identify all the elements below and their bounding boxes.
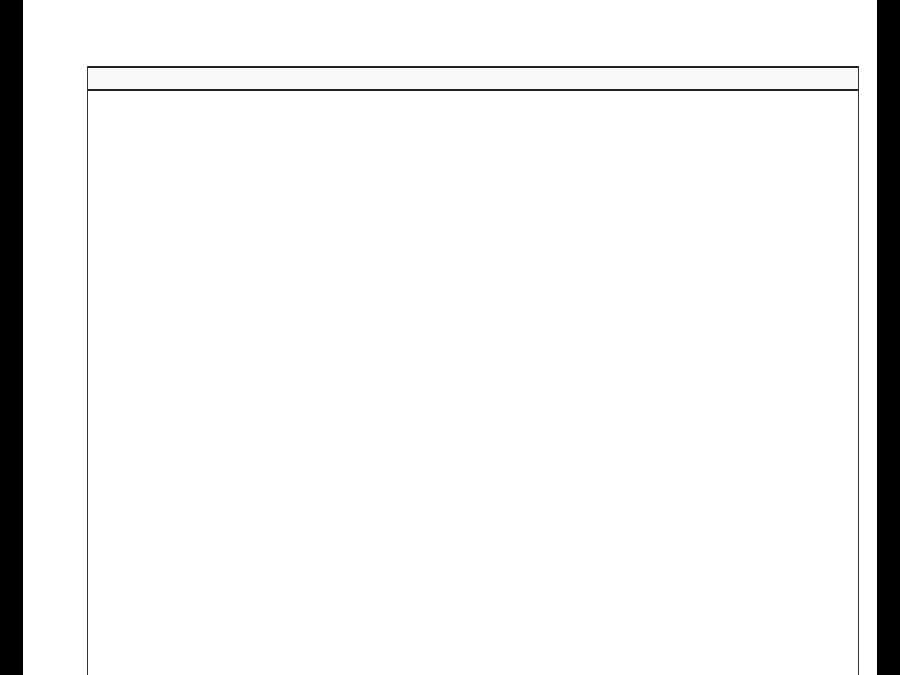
report-page — [23, 0, 877, 675]
analysis-table — [87, 66, 859, 675]
table-header — [88, 66, 858, 91]
